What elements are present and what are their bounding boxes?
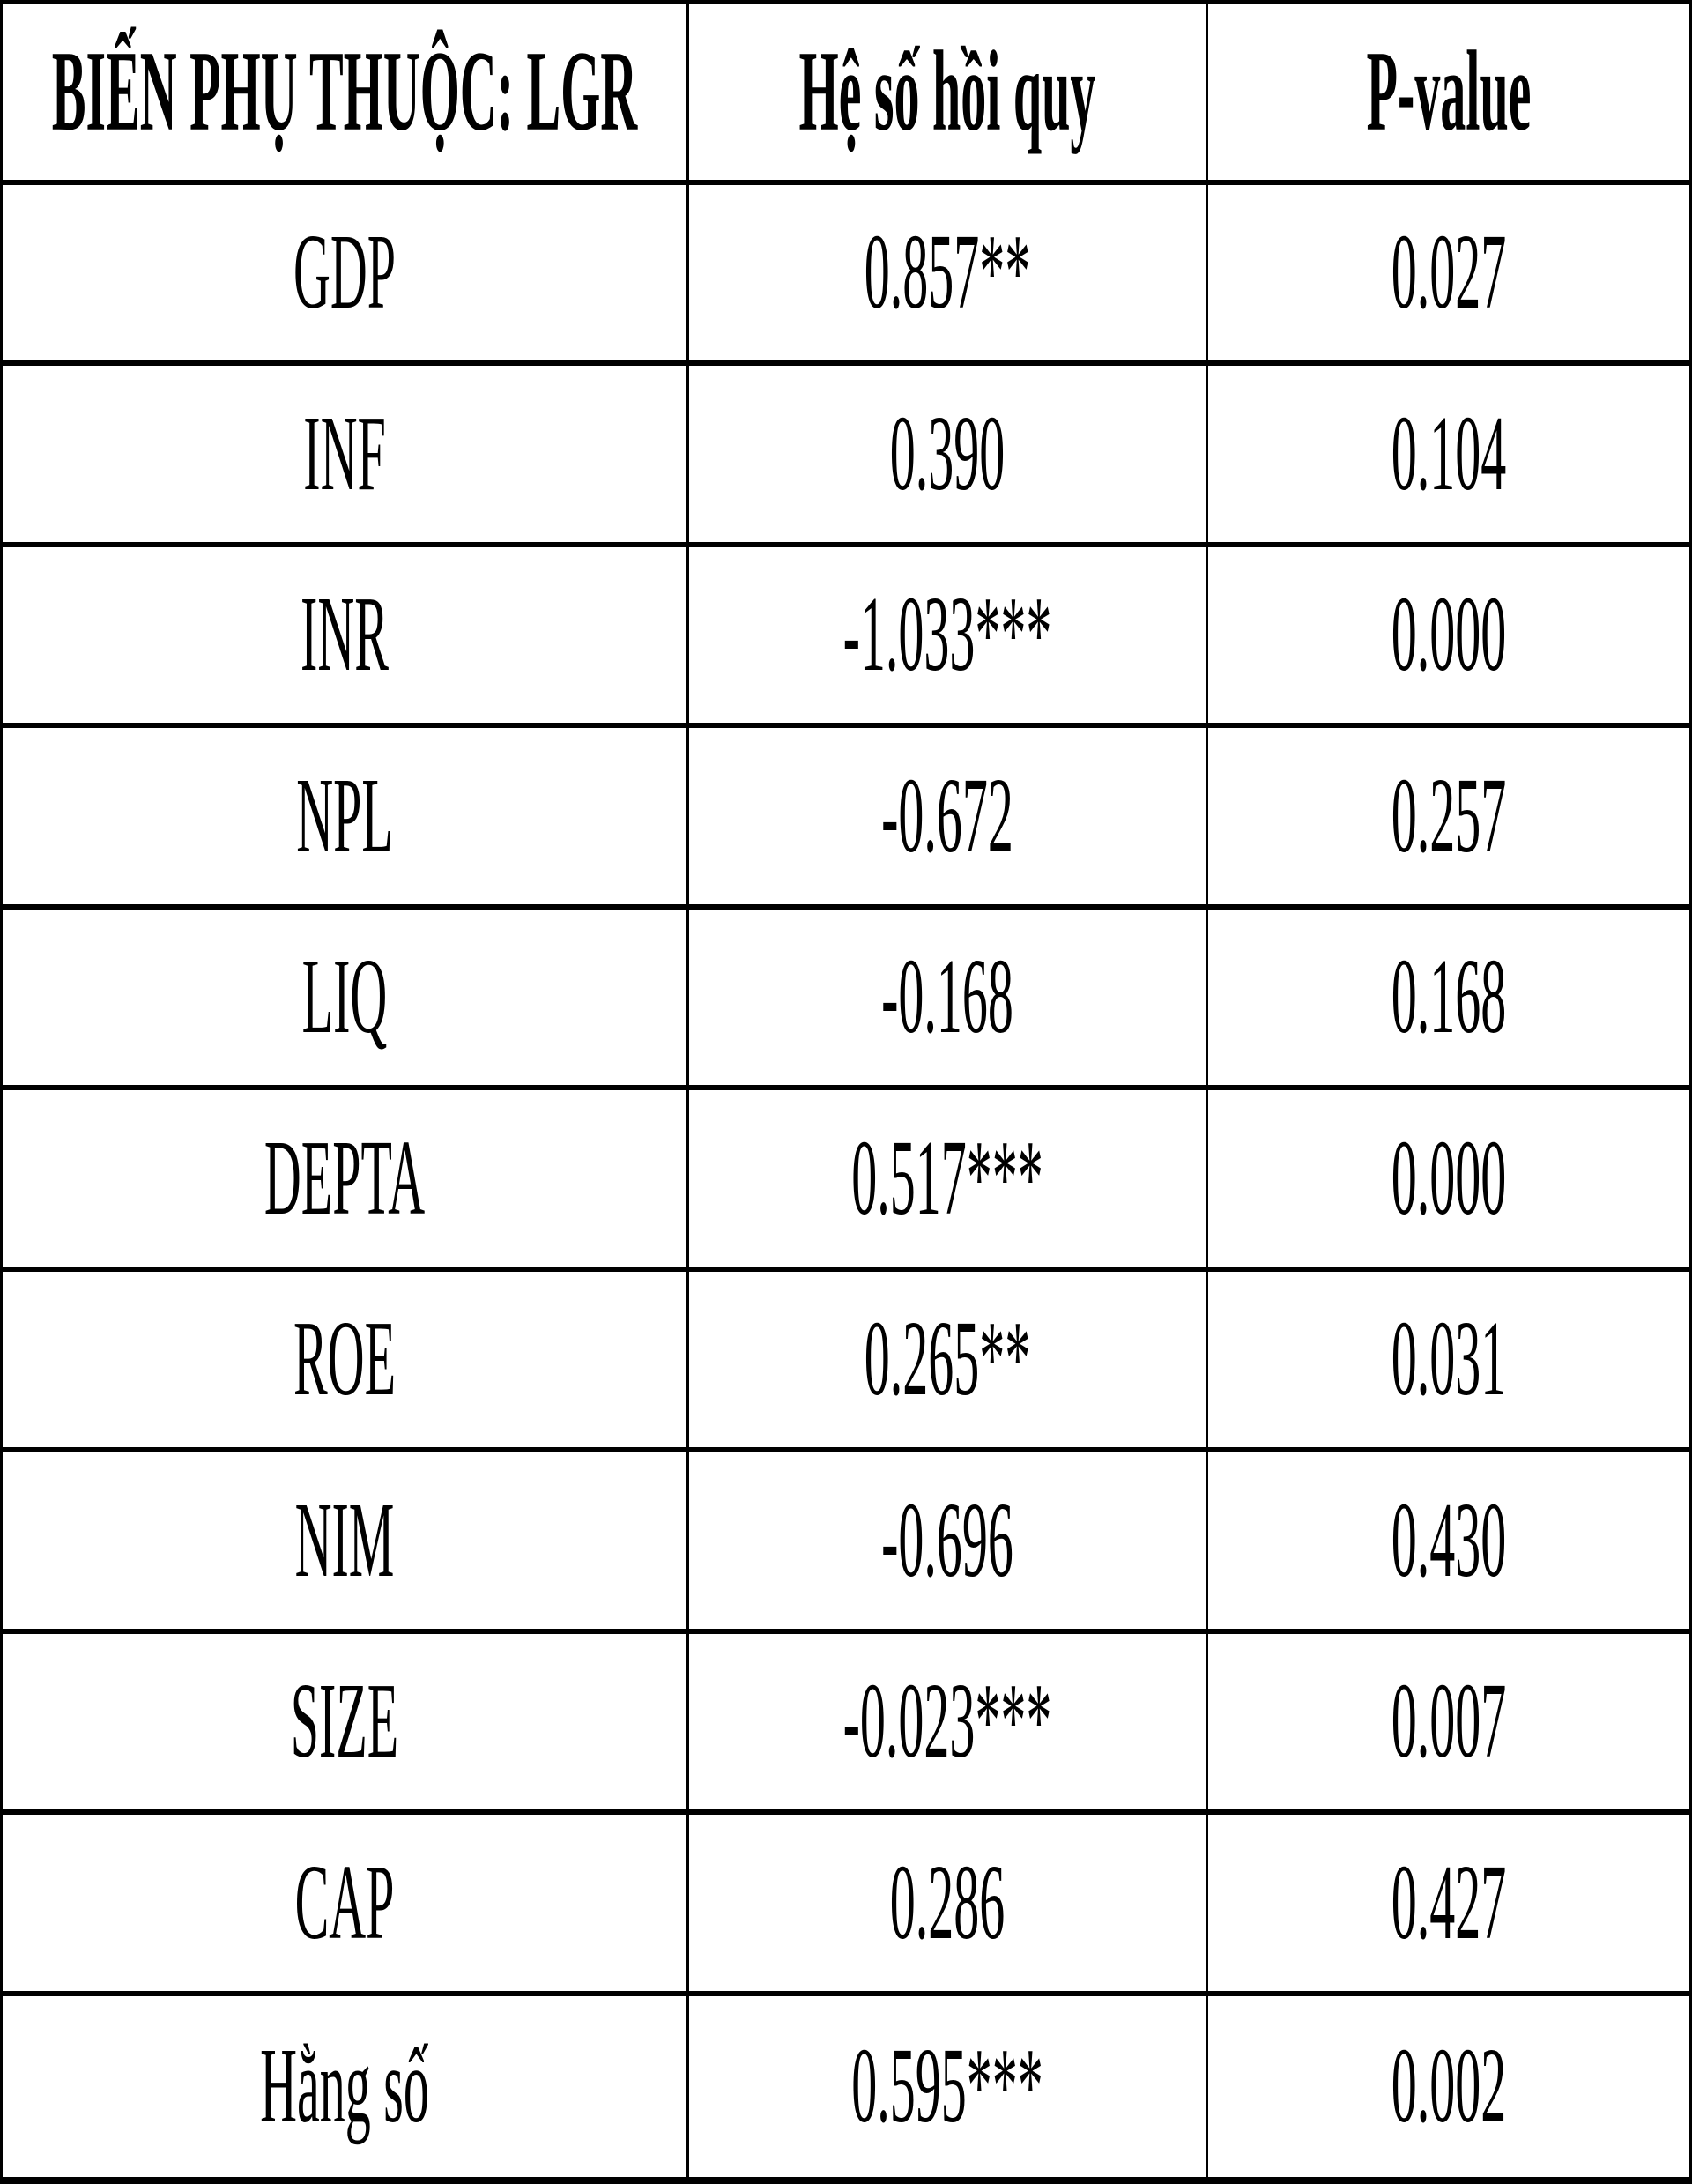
- variable-cell: [3, 1272, 689, 1448]
- variable-label: Hằng số: [260, 2024, 429, 2146]
- table-row: [3, 1452, 1689, 1634]
- variable-label: DEPTA: [263, 1117, 426, 1237]
- variable-cell: [3, 1452, 689, 1629]
- pvalue-cell: [1208, 1090, 1689, 1267]
- table-row: [3, 1272, 1689, 1453]
- header-coefficient-cell: [689, 4, 1208, 180]
- coefficient-cell: [689, 910, 1208, 1086]
- variable-cell: [3, 1634, 689, 1810]
- pvalue-cell: [1208, 1815, 1689, 1991]
- pvalue-cell: [1208, 185, 1689, 361]
- variable-cell: [3, 547, 689, 724]
- header-pvalue-label: P-value: [1366, 26, 1532, 155]
- variable-label: INR: [301, 573, 389, 695]
- pvalue-cell: [1208, 1996, 1689, 2178]
- coefficient-cell: [689, 1272, 1208, 1448]
- pvalue-value: 0.104: [1391, 392, 1507, 513]
- coefficient-cell: [689, 1996, 1208, 2178]
- variable-label: CAP: [294, 1841, 395, 1962]
- coefficient-cell: [689, 185, 1208, 361]
- table-row: [3, 185, 1689, 367]
- pvalue-value: 0.002: [1391, 2024, 1507, 2146]
- variable-label: INF: [303, 392, 386, 513]
- variable-cell: [3, 1815, 689, 1991]
- variable-cell: [3, 910, 689, 1086]
- coefficient-value: 0.857**: [864, 211, 1031, 332]
- table-row: [3, 1634, 1689, 1816]
- coefficient-cell: [689, 1090, 1208, 1267]
- coefficient-value: 0.517***: [851, 1117, 1043, 1237]
- coefficient-value: 0.286: [889, 1841, 1006, 1962]
- pvalue-value: 0.031: [1391, 1297, 1507, 1419]
- pvalue-value: 0.427: [1391, 1841, 1507, 1962]
- variable-label: SIZE: [290, 1660, 399, 1781]
- pvalue-value: 0.000: [1391, 573, 1507, 695]
- variable-label: GDP: [293, 211, 397, 332]
- coefficient-cell: [689, 1452, 1208, 1629]
- header-row: [3, 4, 1689, 185]
- pvalue-cell: [1208, 1452, 1689, 1629]
- table-row: [3, 910, 1689, 1091]
- pvalue-value: 0.168: [1391, 935, 1507, 1057]
- variable-cell: [3, 1996, 689, 2178]
- coefficient-value: 0.265**: [864, 1297, 1031, 1419]
- variable-label: NPL: [296, 754, 393, 875]
- header-dependent-variable-cell: [3, 4, 689, 180]
- coefficient-cell: [689, 1815, 1208, 1991]
- variable-cell: [3, 366, 689, 542]
- pvalue-cell: [1208, 1272, 1689, 1448]
- table-row: [3, 728, 1689, 910]
- coefficient-cell: [689, 366, 1208, 542]
- header-coefficient-label: Hệ số hồi quy: [798, 26, 1096, 155]
- pvalue-value: 0.000: [1391, 1117, 1507, 1237]
- table-row: [3, 1996, 1689, 2178]
- pvalue-cell: [1208, 366, 1689, 542]
- pvalue-value: 0.027: [1391, 211, 1507, 332]
- header-pvalue-cell: [1208, 4, 1689, 180]
- coefficient-value: -0.672: [881, 754, 1013, 875]
- variable-label: NIM: [294, 1479, 395, 1600]
- variable-cell: [3, 1090, 689, 1267]
- table-row: [3, 1815, 1689, 1996]
- table-row: [3, 547, 1689, 729]
- pvalue-cell: [1208, 728, 1689, 904]
- variable-cell: [3, 185, 689, 361]
- variable-cell: [3, 728, 689, 904]
- coefficient-value: 0.595***: [851, 2024, 1043, 2146]
- coefficient-value: -1.033***: [842, 573, 1052, 695]
- coefficient-value: -0.023***: [842, 1660, 1052, 1781]
- coefficient-cell: [689, 728, 1208, 904]
- pvalue-cell: [1208, 1634, 1689, 1810]
- coefficient-cell: [689, 547, 1208, 724]
- table-row: [3, 366, 1689, 547]
- pvalue-cell: [1208, 547, 1689, 724]
- variable-label: ROE: [293, 1297, 396, 1419]
- table-row: [3, 1090, 1689, 1272]
- pvalue-value: 0.430: [1391, 1479, 1507, 1600]
- header-dependent-variable-label: BIẾN PHỤ THUỘC: LGR: [51, 26, 638, 155]
- pvalue-cell: [1208, 910, 1689, 1086]
- coefficient-cell: [689, 1634, 1208, 1810]
- coefficient-value: -0.696: [881, 1479, 1013, 1600]
- variable-label: LIQ: [301, 935, 388, 1057]
- pvalue-value: 0.007: [1391, 1660, 1507, 1781]
- coefficient-value: -0.168: [881, 935, 1013, 1057]
- pvalue-value: 0.257: [1391, 754, 1507, 875]
- coefficient-value: 0.390: [889, 392, 1006, 513]
